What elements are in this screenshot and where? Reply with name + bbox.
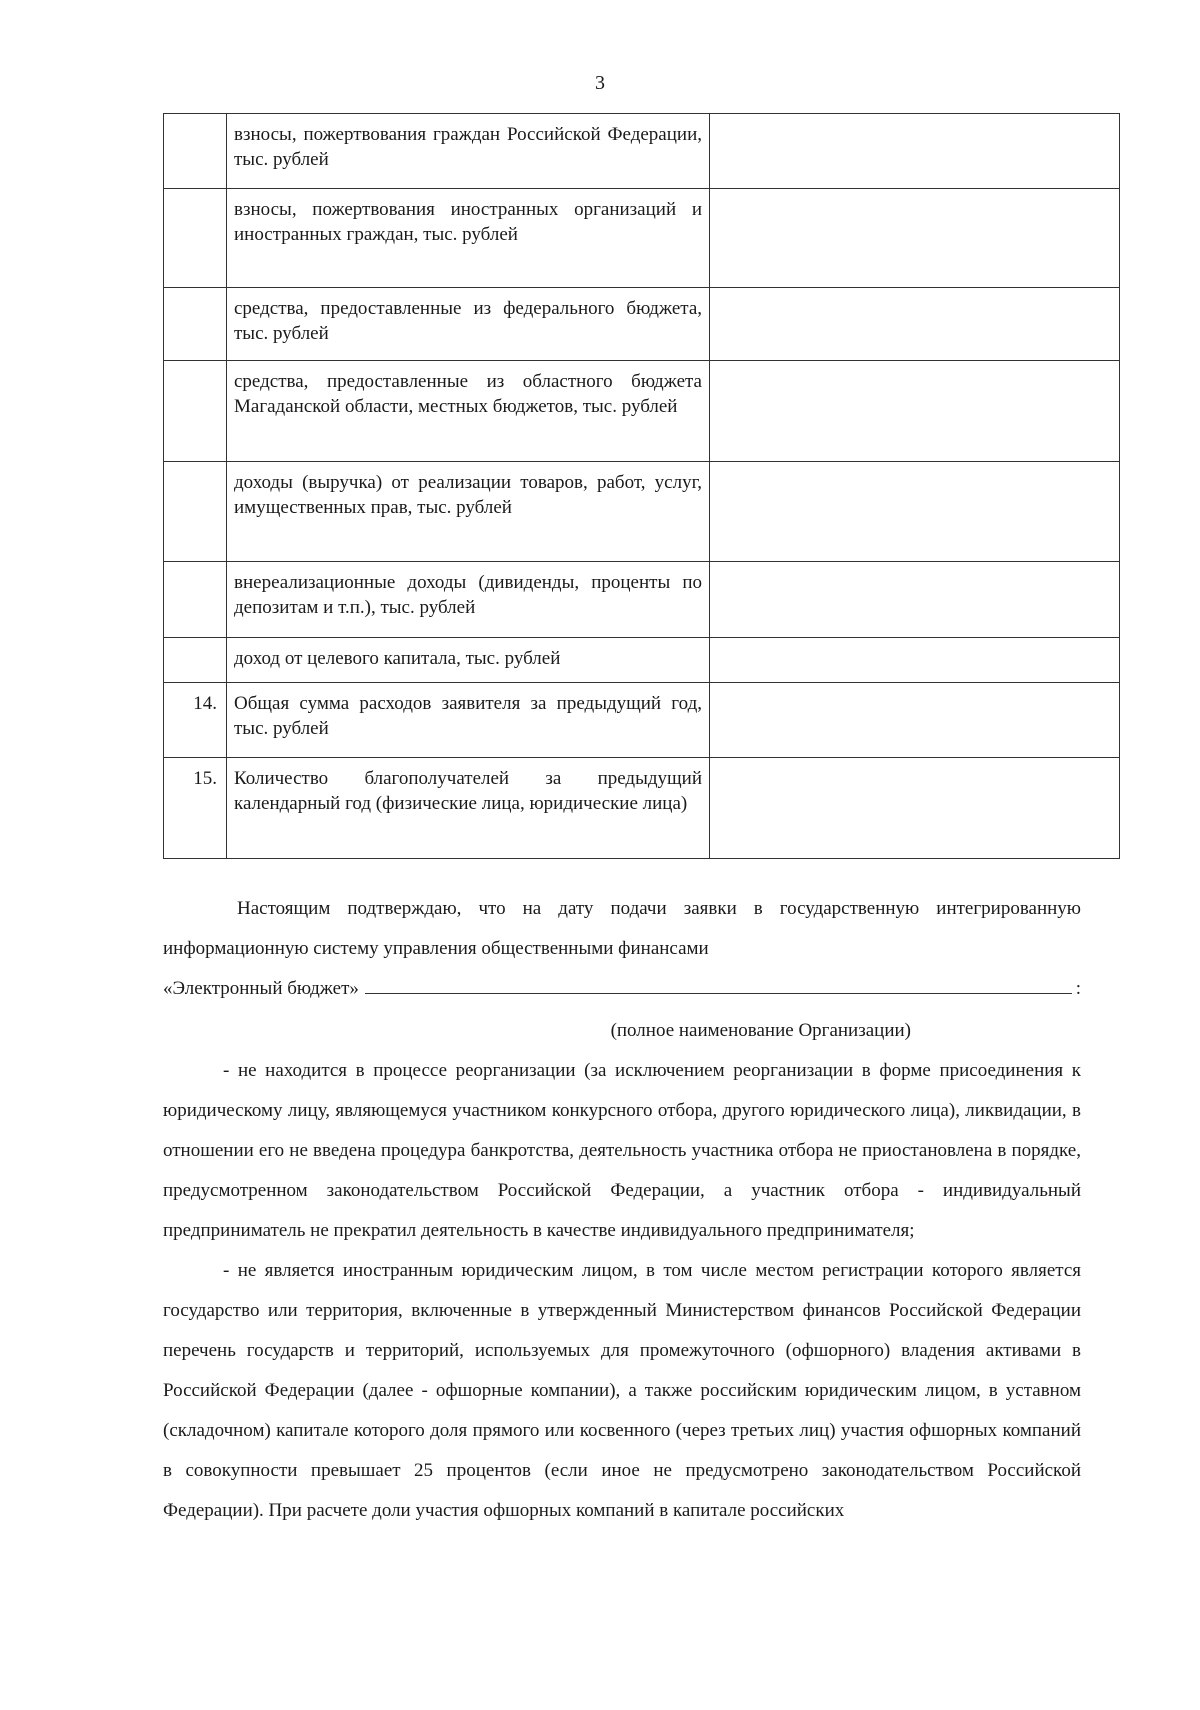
row-value-cell[interactable] xyxy=(710,758,1120,859)
financial-info-table xyxy=(163,113,1120,859)
row-value-cell[interactable] xyxy=(710,189,1120,288)
row-description: взносы, пожертвования иностранных организаций и иностранных граждан, тыс. рублей xyxy=(227,189,710,288)
row-value-cell[interactable] xyxy=(710,638,1120,683)
colon: : xyxy=(1075,978,1081,999)
row-description: внереализационные доходы (дивиденды, проценты по депозитам и т.п.), тыс. рублей xyxy=(227,562,710,638)
statement-item-offshore: - не является иностранным юридическим лицом, в том числе местом регистрации которого является государство или территория, включенные в утвержденный Министерством финансов Российской Федерации перечень государств и территорий, используемых для промежуточного (офшорного) владения активами в Российской Федерации (далее - офшорные компании), а также российским юридическим лицом, в уставном (складочном) капитале которого доля прямого или косвенного (через третьих лиц) участия офшорных компаний в совокупности превышает 25 процентов (если иное не предусмотрено законодательством Российской Федерации). При расчете доли участия офшорных компаний в капитале российских xyxy=(163,1260,1081,1521)
row-value-cell[interactable] xyxy=(710,562,1120,638)
row-value-cell[interactable] xyxy=(710,683,1120,758)
row-value-cell[interactable] xyxy=(710,462,1120,562)
table-row xyxy=(164,462,1120,562)
row-value-cell[interactable] xyxy=(710,288,1120,361)
row-number xyxy=(164,462,227,562)
table-row xyxy=(164,361,1120,462)
row-value-cell[interactable] xyxy=(710,114,1120,189)
statement-intro: Настоящим подтверждаю, что на дату подачи заявки в государственную интегрированную информационную систему управления общественными финансами xyxy=(163,898,1081,959)
statement-body xyxy=(163,889,1081,1531)
row-number xyxy=(164,638,227,683)
row-number xyxy=(164,189,227,288)
table-row xyxy=(164,562,1120,638)
row-description: взносы, пожертвования граждан Российской Федерации, тыс. рублей xyxy=(227,114,710,189)
row-number: 15. xyxy=(164,758,227,859)
row-description: Количество благополучателей за предыдущий календарный год (физические лица, юридические лица) xyxy=(227,758,710,859)
row-number xyxy=(164,361,227,462)
row-value-cell[interactable] xyxy=(710,361,1120,462)
organization-name-line xyxy=(163,969,1081,1009)
row-number: 14. xyxy=(164,683,227,758)
row-description: средства, предоставленные из федерального бюджета, тыс. рублей xyxy=(227,288,710,361)
table-row xyxy=(164,288,1120,361)
table-row xyxy=(164,683,1120,758)
table-row xyxy=(164,758,1120,859)
table-row xyxy=(164,114,1120,189)
organization-name-field[interactable] xyxy=(365,969,1072,994)
row-number xyxy=(164,288,227,361)
row-number xyxy=(164,562,227,638)
page-number: 3 xyxy=(595,72,605,94)
electronic-budget-label: «Электронный бюджет» xyxy=(163,978,359,999)
statement-item-reorganization: - не находится в процессе реорганизации (за исключением реорганизации в форме присоединения к юридическому лицу, являющемуся участником конкурсного отбора, другого юридического лица), ликвидации, в отношении его не введена процедура банкротства, деятельность участника отбора не приостановлена в порядке, предусмотренном законодательством Российской Федерации, а участник отбора - индивидуальный предприниматель не прекратил деятельность в качестве индивидуального предпринимателя; xyxy=(163,1060,1081,1241)
row-description: доходы (выручка) от реализации товаров, работ, услуг, имущественных прав, тыс. рублей xyxy=(227,462,710,562)
organization-name-caption: (полное наименование Организации) xyxy=(610,1020,911,1041)
table-row xyxy=(164,189,1120,288)
table-row xyxy=(164,638,1120,683)
row-description: Общая сумма расходов заявителя за предыдущий год, тыс. рублей xyxy=(227,683,710,758)
row-number xyxy=(164,114,227,189)
row-description: доход от целевого капитала, тыс. рублей xyxy=(227,638,710,683)
row-description: средства, предоставленные из областного бюджета Магаданской области, местных бюджетов, тыс. рублей xyxy=(227,361,710,462)
